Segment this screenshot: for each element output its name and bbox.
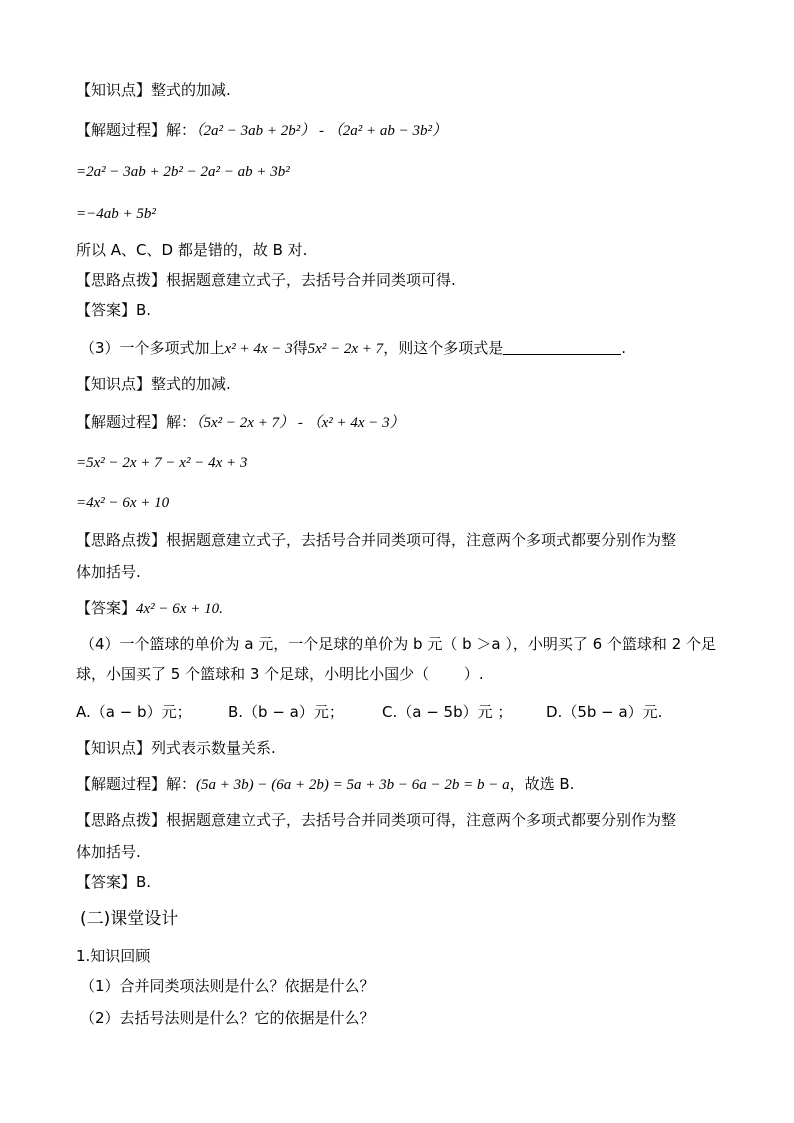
answer-label: 【答案】 bbox=[76, 599, 137, 617]
review-question-2: （2）去括号法则是什么？它的依据是什么？ bbox=[80, 1009, 375, 1027]
answer-3 bbox=[76, 598, 223, 619]
knowledge-point-4: 【知识点】列式表示数量关系. bbox=[76, 739, 276, 757]
option-b: B.（b − a）元； bbox=[228, 703, 344, 721]
question-4-line-1: （4）一个篮球的单价为 a 元，一个足球的单价为 b 元（ b ＞a ），小明买了 6 个篮球和 2 个足 bbox=[80, 635, 717, 653]
question-3 bbox=[80, 338, 626, 359]
section-heading: (二)课堂设计 bbox=[80, 909, 179, 929]
review-question-1: （1）合并同类项法则是什么？依据是什么？ bbox=[80, 977, 375, 995]
solution-process-3 bbox=[76, 412, 405, 433]
option-a: A.（a − b）元； bbox=[76, 703, 192, 721]
solution-process-4 bbox=[76, 774, 574, 795]
hint-line-3b: 体加括号. bbox=[76, 563, 141, 581]
hint-line-3a: 【思路点拨】根据题意建立式子，去括号合并同类项可得，注意两个多项式都要分别作为整 bbox=[76, 531, 677, 549]
solution-process-1 bbox=[76, 120, 447, 141]
expression: （2a² − 3ab + 2b²） - （2a² + ab − 3b²） bbox=[196, 123, 447, 139]
answer-blank bbox=[503, 340, 621, 355]
knowledge-review: 1.知识回顾 bbox=[76, 947, 151, 965]
expression: (5a + 3b) − (6a + 2b) = 5a + 3b − 6a − 2b = b − a bbox=[196, 777, 510, 793]
step-result: =−4ab + 5b² bbox=[76, 206, 156, 222]
question-3-text: 得 bbox=[292, 339, 308, 357]
option-c: C.（a − 5b）元 ； bbox=[382, 703, 513, 721]
expression: （5x² − 2x + 7） - （x² + 4x − 3） bbox=[196, 415, 405, 431]
question-3-text: （3）一个多项式加上 bbox=[80, 339, 225, 357]
expression: x² + 4x − 3 bbox=[224, 341, 293, 357]
solution-label: 【解题过程】解： bbox=[76, 121, 197, 139]
hint-line-1: 【思路点拨】根据题意建立式子，去括号合并同类项可得. bbox=[76, 271, 456, 289]
answer-4: 【答案】B. bbox=[76, 873, 152, 891]
step-line: =2a² − 3ab + 2b² − 2a² − ab + 3b² bbox=[76, 164, 290, 180]
step-result: =4x² − 6x + 10 bbox=[76, 495, 170, 511]
question-3-end: . bbox=[621, 339, 626, 357]
knowledge-point-3: 【知识点】整式的加减. bbox=[76, 375, 231, 393]
solution-label: 【解题过程】解： bbox=[76, 413, 197, 431]
conclusion-line: 所以 A、C、D 都是错的，故 B 对. bbox=[76, 241, 308, 259]
expression: 4x² − 6x + 10. bbox=[136, 601, 223, 617]
option-d: D.（5b − a）元. bbox=[546, 703, 663, 721]
hint-line-4a: 【思路点拨】根据题意建立式子，去括号合并同类项可得，注意两个多项式都要分别作为整 bbox=[76, 811, 677, 829]
question-4-line-2: 球，小国买了 5 个篮球和 3 个足球，小明比小国少（ ）. bbox=[76, 665, 484, 683]
answer-1: 【答案】B. bbox=[76, 301, 152, 319]
expression: 5x² − 2x + 7 bbox=[307, 341, 384, 357]
solution-end: ，故选 B. bbox=[509, 775, 575, 793]
solution-label: 【解题过程】解： bbox=[76, 775, 197, 793]
hint-line-4b: 体加括号. bbox=[76, 843, 141, 861]
question-3-text: ，则这个多项式是 bbox=[383, 339, 504, 357]
knowledge-point-1: 【知识点】整式的加减. bbox=[76, 81, 231, 99]
step-line: =5x² − 2x + 7 − x² − 4x + 3 bbox=[76, 455, 248, 471]
